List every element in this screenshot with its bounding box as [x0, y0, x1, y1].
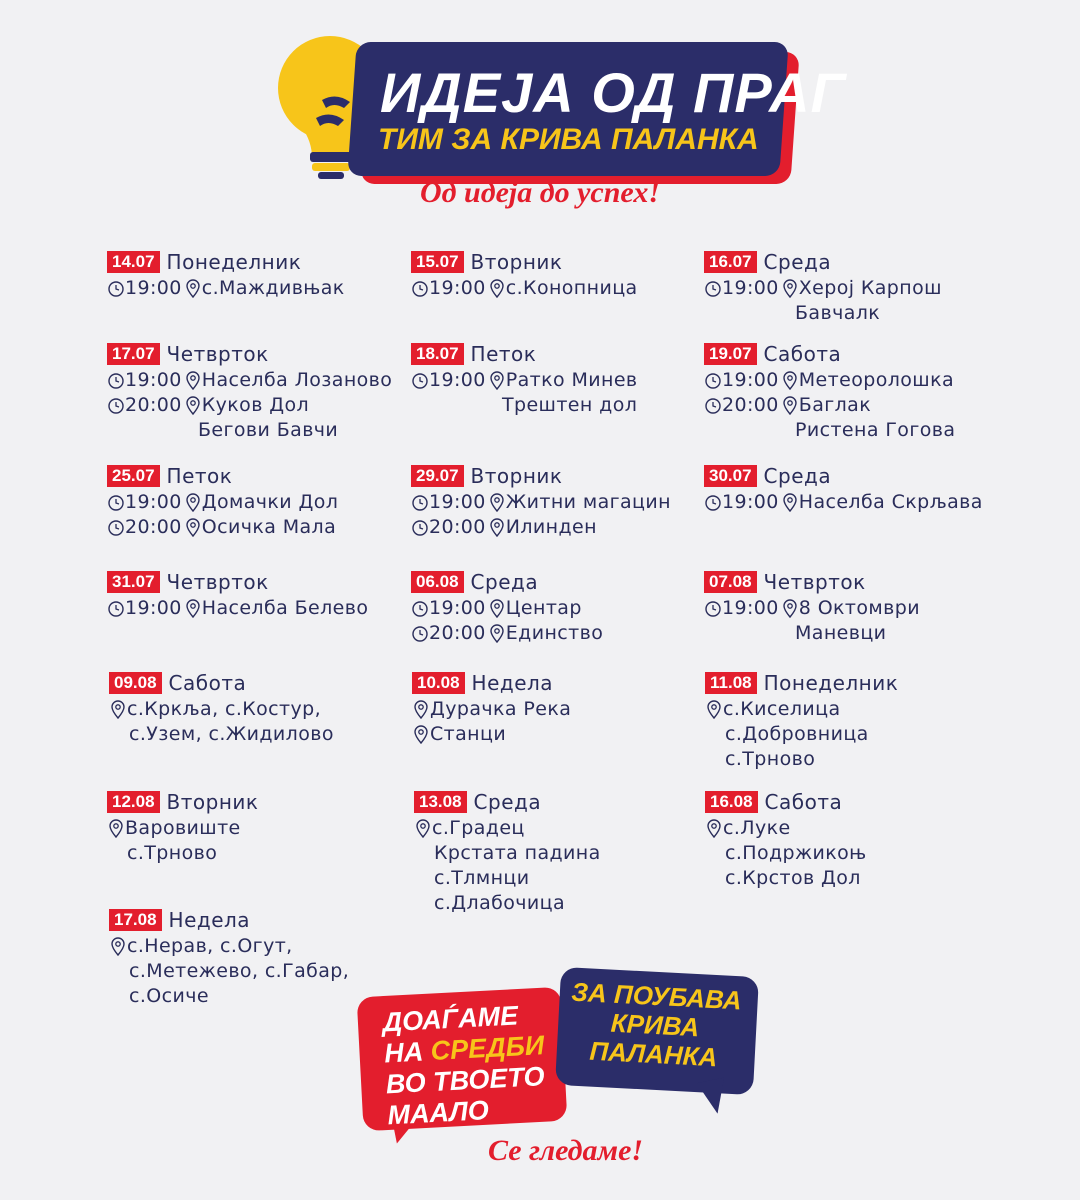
location-pin-icon [109, 697, 127, 722]
date-badge: 18.07 [411, 343, 464, 365]
location-label: Домачки Дол [201, 491, 339, 513]
time-row [107, 368, 392, 393]
schedule-header [411, 342, 638, 366]
location-pin-icon [109, 934, 127, 959]
time-label: 20:00 [722, 394, 779, 416]
schedule-block [107, 250, 345, 301]
location-label-cont: Маневци [795, 622, 887, 644]
location-pin-icon [781, 393, 799, 418]
date-badge: 25.07 [107, 465, 160, 487]
date-badge: 10.08 [412, 672, 465, 694]
date-badge: 14.07 [107, 251, 160, 273]
location-label: Населба Скрљава [798, 491, 983, 513]
location-pin-icon [781, 490, 799, 515]
location-pin-icon [488, 515, 506, 540]
schedule-block [705, 671, 898, 772]
location-label: с.Луке [723, 817, 791, 839]
schedule-header [704, 570, 920, 594]
schedule-block [107, 790, 259, 866]
location-label: Куков Дол [201, 394, 310, 416]
location-pin-icon [414, 816, 432, 841]
clock-icon [107, 393, 125, 418]
location-label: Центар [505, 597, 582, 619]
schedule-block [411, 342, 638, 418]
schedule-block [704, 250, 942, 326]
location-pin-icon [184, 515, 202, 540]
location-label-cont: Бегови Бавчи [198, 419, 339, 441]
schedule-block [704, 342, 955, 443]
date-badge: 06.08 [411, 571, 464, 593]
location-pin-icon [488, 596, 506, 621]
location-pin-icon [184, 368, 202, 393]
time-row [411, 490, 671, 515]
time-label: 20:00 [125, 516, 182, 538]
date-badge: 17.08 [109, 909, 162, 931]
clock-icon [704, 276, 722, 301]
location-label: Станци [430, 723, 507, 745]
schedule-block [411, 570, 603, 646]
time-row [107, 393, 392, 418]
location-label: с.Киселица [723, 698, 841, 720]
time-row [411, 621, 603, 646]
schedule-header [704, 342, 955, 366]
time-label: 19:00 [429, 369, 486, 391]
time-row [411, 515, 671, 540]
location-label: с.Кркља, с.Костур, [127, 698, 322, 720]
place-row [705, 697, 898, 722]
bubble-red-text: ДОАЃАМЕ НА СРЕДБИ ВО ТВОЕТО МААЛО [381, 1000, 546, 1131]
weekday-label: Среда [470, 570, 539, 594]
schedule-block [414, 790, 601, 916]
schedule-header [411, 570, 603, 594]
date-badge: 19.07 [704, 343, 757, 365]
schedule-header [107, 570, 368, 594]
clock-icon [411, 368, 429, 393]
date-badge: 07.08 [704, 571, 757, 593]
location-label: Метеоролошка [798, 369, 954, 391]
location-pin-icon [412, 697, 430, 722]
location-pin-icon [107, 816, 125, 841]
location-label: Населба Лозаново [201, 369, 393, 391]
schedule-header [414, 790, 601, 814]
date-badge: 11.08 [705, 672, 757, 694]
weekday-label: Сабота [764, 790, 843, 814]
time-row [411, 276, 638, 301]
location-label: Житни магацин [505, 491, 671, 513]
schedule-header [109, 671, 334, 695]
location-label-cont: Бавчалк [795, 302, 881, 324]
location-label-cont: Ристена Гогова [795, 419, 956, 441]
location-pin-icon [781, 368, 799, 393]
time-row [107, 515, 338, 540]
place-row: с.Трново [127, 842, 218, 864]
place-row [705, 816, 867, 841]
place-row: с.Добровница [725, 723, 869, 745]
location-label: с.Градец [432, 817, 525, 839]
date-badge: 17.07 [107, 343, 160, 365]
time-row [704, 490, 983, 515]
date-badge: 16.08 [705, 791, 758, 813]
location-pin-icon [488, 621, 506, 646]
clock-icon [107, 596, 125, 621]
schedule-header [412, 671, 571, 695]
location-label: Населба Белево [201, 597, 369, 619]
clock-icon [704, 490, 722, 515]
date-badge: 31.07 [107, 571, 160, 593]
location-label: Осичка Мала [201, 516, 337, 538]
place-row [109, 697, 334, 722]
location-label: Дурачка Река [430, 698, 572, 720]
place-row: с.Тлмнци [434, 867, 530, 889]
place-row: Крстата падина [434, 842, 601, 864]
schedule-header [411, 464, 671, 488]
location-label: Единство [505, 622, 604, 644]
time-label: 19:00 [125, 491, 182, 513]
place-row: с.Узем, с.Жидилово [129, 723, 334, 745]
location-pin-icon [705, 816, 723, 841]
place-row: с.Метежево, с.Габар, [129, 960, 350, 982]
place-row [107, 816, 259, 841]
clock-icon [704, 393, 722, 418]
place-row: с.Подржикоњ [725, 842, 867, 864]
location-label: Херој Карпош [798, 277, 942, 299]
location-label: Илинден [505, 516, 597, 538]
location-pin-icon [412, 722, 430, 747]
schedule-header [107, 790, 259, 814]
time-label: 20:00 [429, 622, 486, 644]
clock-icon [704, 596, 722, 621]
time-label: 19:00 [722, 491, 779, 513]
time-row [704, 368, 955, 393]
weekday-label: Вторник [166, 790, 259, 814]
time-label: 19:00 [125, 597, 182, 619]
time-label: 19:00 [722, 369, 779, 391]
location-pin-icon [184, 490, 202, 515]
weekday-label: Вторник [470, 464, 563, 488]
time-label: 19:00 [125, 369, 182, 391]
weekday-label: Сабота [763, 342, 842, 366]
date-badge: 30.07 [704, 465, 757, 487]
location-pin-icon [705, 697, 723, 722]
time-label: 19:00 [125, 277, 182, 299]
location-pin-icon [488, 276, 506, 301]
time-row [411, 368, 638, 393]
clock-icon [411, 276, 429, 301]
place-row: с.Трново [725, 748, 816, 770]
weekday-label: Понеделник [166, 250, 302, 274]
location-pin-icon [488, 368, 506, 393]
time-label: 20:00 [429, 516, 486, 538]
logo-subtitle: ТИМ ЗА КРИВА ПАЛАНКА [378, 123, 759, 156]
weekday-label: Четврток [166, 570, 269, 594]
time-label: 19:00 [722, 597, 779, 619]
location-pin-icon [184, 393, 202, 418]
time-row [107, 490, 338, 515]
location-pin-icon [184, 596, 202, 621]
schedule-header [704, 464, 983, 488]
schedule-block [109, 908, 349, 1009]
clock-icon [411, 515, 429, 540]
place-row: с.Длабочица [434, 892, 566, 914]
weekday-label: Петок [166, 464, 233, 488]
time-label: 19:00 [429, 597, 486, 619]
schedule-block [411, 464, 671, 540]
logo-title: ИДЕЈА ОД ПРАГ [380, 61, 846, 124]
clock-icon [107, 515, 125, 540]
schedule-header [107, 342, 392, 366]
date-badge: 12.08 [107, 791, 160, 813]
weekday-label: Среда [763, 250, 832, 274]
clock-icon [411, 596, 429, 621]
schedule-header [107, 250, 345, 274]
weekday-label: Четврток [763, 570, 866, 594]
time-label: 19:00 [722, 277, 779, 299]
clock-icon [107, 276, 125, 301]
location-pin-icon [184, 276, 202, 301]
schedule-header [705, 671, 898, 695]
weekday-label: Сабота [168, 671, 247, 695]
weekday-label: Вторник [470, 250, 563, 274]
time-row [107, 596, 368, 621]
schedule-block [107, 570, 368, 621]
bubble-navy-text: ЗА ПОУБАВА КРИВА ПАЛАНКА [570, 976, 743, 1073]
location-label: с.Маждивњак [201, 277, 345, 299]
time-row [704, 393, 955, 418]
location-label: 8 Октомври [798, 597, 920, 619]
clock-icon [411, 490, 429, 515]
time-row [107, 276, 345, 301]
schedule-header [411, 250, 638, 274]
weekday-label: Среда [763, 464, 832, 488]
time-label: 19:00 [429, 277, 486, 299]
schedule-block [704, 464, 983, 515]
weekday-label: Четврток [166, 342, 269, 366]
logo [270, 30, 846, 200]
place-row: с.Крстов Дол [725, 867, 861, 889]
schedule-block [704, 570, 920, 646]
location-pin-icon [488, 490, 506, 515]
clock-icon [107, 490, 125, 515]
date-badge: 13.08 [414, 791, 467, 813]
weekday-label: Недела [168, 908, 251, 932]
weekday-label: Недела [471, 671, 554, 695]
location-label-cont: Трештен дол [502, 394, 638, 416]
weekday-label: Среда [473, 790, 542, 814]
schedule-block [107, 464, 338, 540]
weekday-label: Петок [470, 342, 537, 366]
see-you-text: Се гледаме! [488, 1134, 644, 1167]
place-row [414, 816, 601, 841]
location-pin-icon [781, 596, 799, 621]
tagline: Од идеја до успех! [419, 176, 661, 209]
location-label: Варовиште [125, 817, 241, 839]
date-badge: 09.08 [109, 672, 162, 694]
date-badge: 16.07 [704, 251, 757, 273]
place-row [109, 934, 349, 959]
schedule-block [109, 671, 334, 747]
schedule-block [705, 790, 867, 891]
location-label: Баглак [798, 394, 872, 416]
weekday-label: Понеделник [763, 671, 899, 695]
location-label: с.Конопница [505, 277, 638, 299]
location-label: Ратко Минев [505, 369, 638, 391]
location-pin-icon [781, 276, 799, 301]
date-badge: 15.07 [411, 251, 464, 273]
place-row [412, 697, 571, 722]
schedule-block [412, 671, 571, 747]
location-label: с.Нерав, с.Огут, [127, 935, 293, 957]
schedule-header [704, 250, 942, 274]
time-row [704, 276, 942, 301]
schedule-header [107, 464, 338, 488]
clock-icon [704, 368, 722, 393]
time-label: 20:00 [125, 394, 182, 416]
schedule-header [109, 908, 349, 932]
time-label: 19:00 [429, 491, 486, 513]
schedule-header [705, 790, 867, 814]
clock-icon [107, 368, 125, 393]
time-row [411, 596, 603, 621]
schedule-block [107, 342, 392, 443]
place-row: с.Осиче [129, 985, 209, 1007]
clock-icon [411, 621, 429, 646]
schedule-block [411, 250, 638, 301]
time-row [704, 596, 920, 621]
place-row [412, 722, 571, 747]
date-badge: 29.07 [411, 465, 464, 487]
